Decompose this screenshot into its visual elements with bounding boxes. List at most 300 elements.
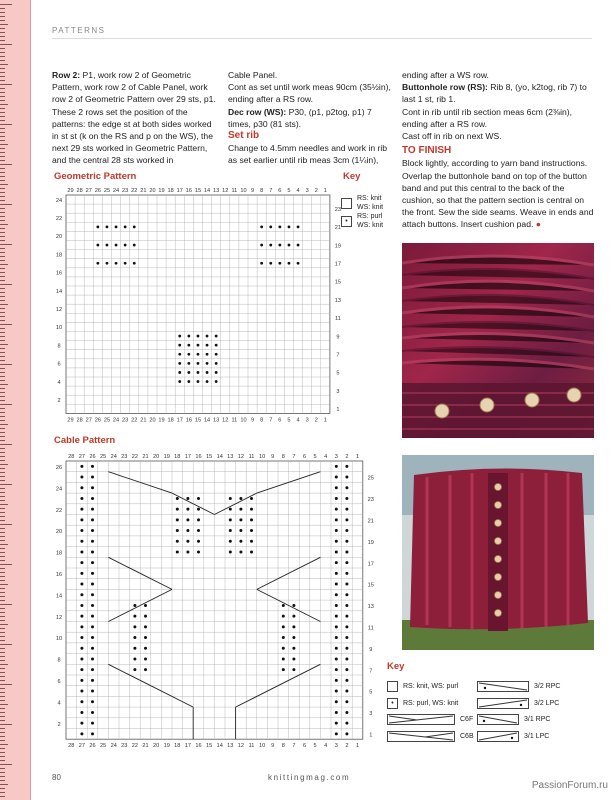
cushion-closeup-photo xyxy=(402,243,594,438)
cable-purl-dot xyxy=(133,604,136,607)
cable-purl-dot xyxy=(335,518,338,521)
ruler-tick xyxy=(0,472,5,473)
ruler-tick xyxy=(0,276,5,277)
geo-col-label-top: 17 xyxy=(176,188,183,194)
cable-purl-dot xyxy=(345,711,348,714)
geo-purl-dot xyxy=(197,353,200,356)
geo-col-label-top: 10 xyxy=(240,188,247,194)
ruler-tick xyxy=(0,36,5,37)
cable-purl-dot xyxy=(345,679,348,682)
ruler-tick xyxy=(0,252,5,253)
geo-col-label-bottom: 4 xyxy=(296,417,300,423)
geo-purl-dot xyxy=(178,344,181,347)
geo-purl-dot xyxy=(215,362,218,365)
ruler-tick xyxy=(0,24,8,25)
cable-purl-dot xyxy=(345,497,348,500)
ruler-tick xyxy=(0,300,5,301)
cable-purl-dot xyxy=(91,668,94,671)
site-url: knittingmag.com xyxy=(268,773,351,782)
ruler-tick xyxy=(0,156,5,157)
geo-purl-dot xyxy=(215,344,218,347)
geo-purl-dot xyxy=(206,335,209,338)
ruler-tick xyxy=(0,184,8,185)
cable-purl-dot xyxy=(335,668,338,671)
ruler-tick xyxy=(0,476,5,477)
cable-row-label-right: 7 xyxy=(369,668,373,675)
cable-col-label-top: 6 xyxy=(302,454,307,460)
ruler-tick xyxy=(0,160,5,161)
ruler-tick xyxy=(0,372,5,373)
cable-purl-dot xyxy=(197,508,200,511)
ruler-tick xyxy=(0,292,5,293)
cable-col-label-bottom: 22 xyxy=(131,743,139,750)
ruler-tick xyxy=(0,748,5,749)
cable-col-label-top: 16 xyxy=(195,454,202,460)
cable-purl-dot xyxy=(250,497,253,500)
cable-purl-dot xyxy=(91,593,94,596)
geo-col-label-top: 26 xyxy=(94,188,101,194)
cable-purl-dot xyxy=(335,690,338,693)
cable-col-label-top: 5 xyxy=(313,454,317,460)
cable-col-label-bottom: 14 xyxy=(216,743,223,750)
cable-row-label-right: 5 xyxy=(369,689,373,696)
cable-purl-dot xyxy=(345,700,348,703)
cable-col-label-bottom: 26 xyxy=(89,743,96,750)
ruler-tick xyxy=(0,204,12,205)
cable-col-label-bottom: 23 xyxy=(121,743,128,750)
cable-key-knit: RS: knit, WS: purl xyxy=(387,681,458,692)
watermark: PassionForum.ru xyxy=(531,780,608,791)
ruler-tick xyxy=(0,512,5,513)
cable-purl-dot xyxy=(282,647,285,650)
geo-col-label-bottom: 26 xyxy=(94,417,101,423)
cable-col-label-bottom: 19 xyxy=(163,743,170,750)
geo-purl-dot xyxy=(297,244,300,247)
cable-col-label-bottom: 7 xyxy=(292,743,296,750)
geo-purl-dot xyxy=(288,244,291,247)
cable-purl-dot xyxy=(91,690,94,693)
geo-purl-dot xyxy=(106,244,109,247)
cable-purl-dot xyxy=(239,540,242,543)
cable-purl-dot xyxy=(91,486,94,489)
ruler-tick xyxy=(0,752,5,753)
cable-purl-dot xyxy=(292,615,295,618)
cable-purl-dot xyxy=(345,732,348,735)
geo-col-label-top: 16 xyxy=(185,188,192,194)
geo-col-label-bottom: 1 xyxy=(323,417,327,423)
ruler-tick xyxy=(0,524,12,525)
geo-row-label-right: 15 xyxy=(334,279,342,286)
cable-col-label-bottom: 12 xyxy=(237,743,245,750)
geo-purl-dot xyxy=(178,371,181,374)
geo-row-label-left: 6 xyxy=(57,361,61,368)
cable-col-label-bottom: 10 xyxy=(258,743,266,750)
geo-purl-dot xyxy=(178,353,181,356)
ruler-tick xyxy=(0,100,5,101)
cable-purl-dot xyxy=(345,604,348,607)
ruler-tick xyxy=(0,456,5,457)
ruler-tick xyxy=(0,296,5,297)
cable-purl-dot xyxy=(144,636,147,639)
ruler-tick xyxy=(0,256,5,257)
cable-purl-dot xyxy=(91,722,94,725)
cable-row-label-left: 24 xyxy=(55,486,63,493)
ruler-tick xyxy=(0,516,5,517)
geo-purl-dot xyxy=(206,371,209,374)
section-tag: PATTERNS xyxy=(52,26,106,35)
cable-purl-dot xyxy=(345,486,348,489)
ruler-tick xyxy=(0,792,5,793)
ruler-tick xyxy=(0,432,5,433)
cable-purl-dot xyxy=(91,711,94,714)
geo-purl-dot xyxy=(187,371,190,374)
cable-purl-dot xyxy=(239,497,242,500)
cable-purl-dot xyxy=(335,700,338,703)
cable-purl-dot xyxy=(176,540,179,543)
ruler-tick xyxy=(0,616,5,617)
ruler-tick xyxy=(0,136,5,137)
ruler-tick xyxy=(0,60,5,61)
geo-purl-dot xyxy=(269,225,272,228)
cable-purl-dot xyxy=(144,668,147,671)
cable-purl-dot xyxy=(80,583,83,586)
ruler-tick xyxy=(0,336,5,337)
cable-row-label-right: 9 xyxy=(369,646,373,653)
cable-purl-dot xyxy=(345,561,348,564)
cable-purl-dot xyxy=(91,518,94,521)
cable-purl-dot xyxy=(91,625,94,628)
geo-col-label-bottom: 27 xyxy=(85,417,92,423)
cable-purl-dot xyxy=(91,476,94,479)
ruler-tick xyxy=(0,464,8,465)
cable-col-label-top: 24 xyxy=(110,454,117,460)
geo-row-label-left: 8 xyxy=(57,343,61,350)
geo-row-label-left: 16 xyxy=(55,270,63,277)
cable-col-label-top: 19 xyxy=(163,454,170,460)
ruler-tick xyxy=(0,304,8,305)
ruler-tick xyxy=(0,364,12,365)
ruler-tick xyxy=(0,40,5,41)
geo-purl-dot xyxy=(178,335,181,338)
cable-purl-dot xyxy=(80,679,83,682)
cable-purl-dot xyxy=(229,518,232,521)
cable-col-label-bottom: 27 xyxy=(78,743,86,750)
geo-row-label-left: 22 xyxy=(55,216,63,223)
cable-row-label-right: 3 xyxy=(369,711,373,718)
ruler-tick xyxy=(0,736,5,737)
cable-purl-dot xyxy=(345,615,348,618)
geo-col-label-top: 8 xyxy=(260,188,264,194)
geometric-pattern-title: Geometric Pattern xyxy=(54,171,137,182)
cable-row-label-left: 4 xyxy=(57,700,61,707)
cable-purl-dot xyxy=(80,615,83,618)
geo-col-label-bottom: 14 xyxy=(203,417,211,423)
geo-purl-dot xyxy=(115,244,118,247)
ruler-tick xyxy=(0,280,5,281)
cable-row-label-right: 17 xyxy=(367,561,374,568)
set-rib-text: Change to 4.5mm needles and work in rib as set earlier until rib meas 3cm (1¼in), xyxy=(228,143,388,166)
ruler-tick xyxy=(0,588,5,589)
cable-purl-dot xyxy=(91,647,94,650)
ruler-tick xyxy=(0,500,5,501)
geo-col-label-bottom: 3 xyxy=(305,417,309,423)
ruler-tick xyxy=(0,200,5,201)
geo-col-label-bottom: 10 xyxy=(240,417,247,423)
geo-key-purl: • RS: purl WS: knit xyxy=(341,212,383,230)
cable-purl-dot xyxy=(335,657,338,660)
set-rib-heading: Set rib xyxy=(228,130,260,142)
cable-purl-dot xyxy=(144,615,147,618)
ruler-tick xyxy=(0,128,5,129)
cable-col-label-top: 13 xyxy=(227,454,234,460)
cable-purl-dot xyxy=(186,550,189,553)
cable-col-label-bottom: 3 xyxy=(334,743,338,750)
text-column-3 xyxy=(402,69,594,231)
rpc-31-symbol-icon xyxy=(477,714,519,725)
cable-purl-dot xyxy=(80,604,83,607)
cable-purl-dot xyxy=(335,711,338,714)
cable-purl-dot xyxy=(133,636,136,639)
geo-purl-dot xyxy=(133,262,136,265)
cable-purl-dot xyxy=(292,604,295,607)
ruler-tick xyxy=(0,424,8,425)
ruler-tick xyxy=(0,556,5,557)
geo-row-label-right: 21 xyxy=(334,225,342,232)
geo-key-knit: RS: knit WS: knit xyxy=(341,194,383,212)
cable-col-label-bottom: 16 xyxy=(195,743,202,750)
geo-purl-dot xyxy=(288,262,291,265)
cable-col-label-bottom: 25 xyxy=(99,743,107,750)
ruler-tick xyxy=(0,388,5,389)
geo-purl-dot xyxy=(124,225,127,228)
cable-col-label-bottom: 5 xyxy=(313,743,317,750)
ruler-tick xyxy=(0,164,12,165)
ruler-tick xyxy=(0,724,12,725)
cable-col-label-top: 7 xyxy=(292,454,296,460)
ruler-tick xyxy=(0,28,5,29)
cable-purl-dot xyxy=(335,540,338,543)
geo-row-label-right: 19 xyxy=(334,243,342,250)
ruler-tick xyxy=(0,716,5,717)
geo-purl-dot xyxy=(124,244,127,247)
cable-purl-dot xyxy=(80,518,83,521)
cable-purl-dot xyxy=(186,518,189,521)
ruler-tick xyxy=(0,764,12,765)
cast-off-text: Cast off in rib on next WS. xyxy=(402,131,502,142)
geo-purl-dot xyxy=(96,225,99,228)
geo-col-label-bottom: 22 xyxy=(131,417,138,423)
geo-purl-dot xyxy=(260,244,263,247)
ruler-tick xyxy=(0,320,5,321)
geo-purl-dot xyxy=(178,380,181,383)
cable-col-label-top: 10 xyxy=(258,454,266,460)
cable-purl-dot xyxy=(91,679,94,682)
geo-purl-dot xyxy=(215,353,218,356)
ruler-tick xyxy=(0,728,5,729)
ruler-tick xyxy=(0,236,5,237)
lpc-31-symbol-icon xyxy=(477,731,519,742)
cable-purl-dot xyxy=(239,550,242,553)
cable-purl-dot xyxy=(229,508,232,511)
ruler-tick xyxy=(0,212,5,213)
cable-row-label-left: 16 xyxy=(55,572,63,579)
cable-purl-dot xyxy=(345,550,348,553)
cable-purl-dot xyxy=(80,497,83,500)
ruler-tick xyxy=(0,20,5,21)
cable-purl-dot xyxy=(345,583,348,586)
cable-row-label-left: 18 xyxy=(55,550,63,557)
geo-col-label-top: 6 xyxy=(278,188,282,194)
geo-col-label-top: 20 xyxy=(149,188,156,194)
ruler-tick xyxy=(0,360,5,361)
knit-symbol-icon xyxy=(341,198,352,209)
geo-purl-dot xyxy=(278,225,281,228)
ruler-tick xyxy=(0,312,5,313)
cable-purl-dot xyxy=(335,732,338,735)
cable-row-label-right: 23 xyxy=(367,497,374,504)
geo-col-label-top: 15 xyxy=(194,188,202,194)
geo-col-label-top: 3 xyxy=(305,188,309,194)
cable-col-label-bottom: 18 xyxy=(174,743,181,750)
cable-purl-dot xyxy=(176,508,179,511)
purl-dot-icon: • xyxy=(341,216,352,227)
cable-col-label-top: 3 xyxy=(334,454,338,460)
cable-purl-dot xyxy=(335,636,338,639)
ruler-tick xyxy=(0,540,5,541)
ruler-tick xyxy=(0,632,5,633)
cable-purl-dot xyxy=(282,636,285,639)
cable-purl-dot xyxy=(292,625,295,628)
cable-purl-dot xyxy=(345,529,348,532)
cable-purl-dot xyxy=(282,604,285,607)
cable-purl-dot xyxy=(335,476,338,479)
geo-key-title: Key xyxy=(343,171,361,182)
cable-purl-dot xyxy=(80,636,83,639)
ending-text: ending after a WS row. xyxy=(402,70,489,80)
geo-purl-dot xyxy=(187,335,190,338)
cable-purl-dot xyxy=(144,625,147,628)
ruler-tick xyxy=(0,56,5,57)
cable-row-label-right: 13 xyxy=(367,604,374,611)
cable-col-label-bottom: 21 xyxy=(142,743,149,750)
ruler-tick xyxy=(0,584,8,585)
cable-purl-dot xyxy=(345,657,348,660)
cable-purl-dot xyxy=(186,529,189,532)
geo-col-label-top: 12 xyxy=(222,188,229,194)
geo-col-label-top: 24 xyxy=(112,188,120,194)
ruler-tick xyxy=(0,264,8,265)
ruler-tick xyxy=(0,332,5,333)
ruler-tick xyxy=(0,668,5,669)
cable-row-label-right: 19 xyxy=(367,539,374,546)
ruler-tick xyxy=(0,780,5,781)
geometric-chart xyxy=(52,183,342,423)
ruler-tick xyxy=(0,560,5,561)
geo-row-label-right: 5 xyxy=(336,370,340,377)
ruler-tick xyxy=(0,88,5,89)
cable-purl-dot xyxy=(80,722,83,725)
to-finish-heading: TO FINISH xyxy=(402,145,452,157)
ruler-tick xyxy=(0,428,5,429)
ruler-tick xyxy=(0,284,12,285)
cable-purl-dot xyxy=(335,604,338,607)
cable-col-label-bottom: 2 xyxy=(345,743,349,750)
ruler-tick xyxy=(0,460,5,461)
ruler-tick xyxy=(0,172,5,173)
geo-row-label-left: 24 xyxy=(55,197,63,204)
ruler-tick xyxy=(0,32,5,33)
geo-purl-dot xyxy=(215,371,218,374)
ruler-tick xyxy=(0,244,12,245)
cable-purl-dot xyxy=(133,668,136,671)
geo-purl-dot xyxy=(187,353,190,356)
cable-purl-dot xyxy=(91,636,94,639)
cable-col-label-bottom: 13 xyxy=(227,743,234,750)
cable-purl-dot xyxy=(176,518,179,521)
cable-purl-dot xyxy=(197,550,200,553)
ruler-tick xyxy=(0,220,5,221)
cable-purl-dot xyxy=(80,465,83,468)
ruler-tick xyxy=(0,604,12,605)
geo-purl-dot xyxy=(206,344,209,347)
cable-purl-dot xyxy=(91,583,94,586)
cable-purl-dot xyxy=(229,497,232,500)
ruler-tick xyxy=(0,380,5,381)
geo-row-label-right: 7 xyxy=(336,352,340,359)
geo-row-label-left: 14 xyxy=(55,288,63,295)
ruler-tick xyxy=(0,484,12,485)
ruler-tick xyxy=(0,216,5,217)
ruler-tick xyxy=(0,504,8,505)
ruler-tick xyxy=(0,640,5,641)
cable-purl-dot xyxy=(335,722,338,725)
ruler-tick xyxy=(0,568,5,569)
ruler-tick xyxy=(0,412,5,413)
cable-col-label-top: 8 xyxy=(281,454,285,460)
ruler-tick xyxy=(0,64,8,65)
geo-purl-dot xyxy=(178,362,181,365)
ruler-tick xyxy=(0,420,5,421)
geo-col-label-bottom: 15 xyxy=(194,417,202,423)
cable-purl-dot xyxy=(345,572,348,575)
geo-purl-dot xyxy=(215,380,218,383)
geo-col-label-bottom: 24 xyxy=(112,417,120,423)
cable-purl-dot xyxy=(80,657,83,660)
cable-purl-dot xyxy=(80,668,83,671)
ruler-tick xyxy=(0,108,5,109)
ruler-tick xyxy=(0,436,5,437)
geo-purl-dot xyxy=(133,244,136,247)
end-mark-icon: ● xyxy=(535,219,541,230)
cable-purl-dot xyxy=(91,572,94,575)
cable-row-label-left: 10 xyxy=(55,636,63,643)
geo-row-label-right: 11 xyxy=(334,316,341,323)
cable-col-label-top: 23 xyxy=(121,454,128,460)
ruler-tick xyxy=(0,168,5,169)
cable-purl-dot xyxy=(239,529,242,532)
geo-row-label-left: 12 xyxy=(55,307,63,314)
geo-col-label-top: 5 xyxy=(287,188,291,194)
cable-panel-text: Cable Panel. xyxy=(228,70,278,80)
cable-purl-dot xyxy=(80,732,83,735)
cable-purl-dot xyxy=(80,711,83,714)
geo-row-label-left: 20 xyxy=(55,234,63,241)
page-number: 80 xyxy=(52,773,61,782)
ruler-tick xyxy=(0,772,5,773)
geo-purl-dot xyxy=(96,244,99,247)
geo-row-label-right: 17 xyxy=(334,261,342,268)
geo-purl-dot xyxy=(106,225,109,228)
